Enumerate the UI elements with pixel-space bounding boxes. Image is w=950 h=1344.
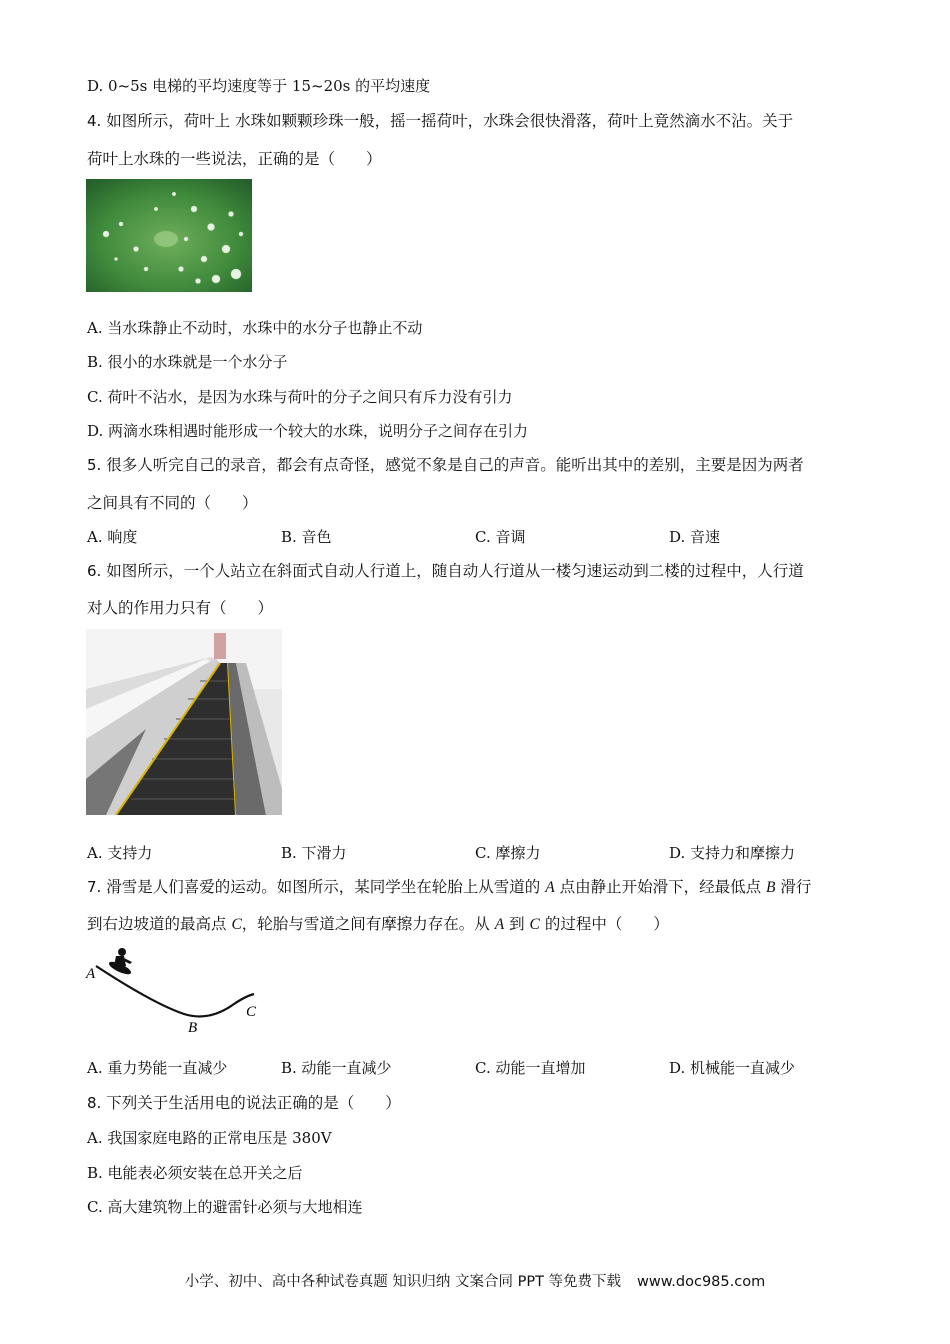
ski-slope-diagram — [84, 944, 264, 1039]
moving-walkway-image — [86, 629, 282, 815]
q5-stem-text1: 很多人听完自己的录音，都会有点奇怪，感觉不象是自己的声音。能听出其中的差别，主要是因为两者 — [106, 456, 804, 474]
q4-option-a: A. 当水珠静止不动时，水珠中的水分子也静止不动 — [87, 319, 423, 337]
q7-stem-text2c: 到 — [504, 915, 530, 933]
q8-option-c: C. 高大建筑物上的避雷针必须与大地相连 — [87, 1198, 363, 1216]
lotus-leaf-water-drops-image — [86, 179, 252, 292]
q7-point-c-2: C — [529, 916, 540, 933]
q7-point-c: C — [231, 916, 242, 933]
q7-options — [87, 1058, 867, 1078]
skier-on-tire-icon — [107, 948, 132, 977]
q8-option-a: A. 我国家庭电路的正常电压是 380V — [87, 1129, 332, 1147]
q7-option-b: B. 动能一直减少 — [281, 1059, 392, 1077]
q7-option-a: A. 重力势能一直减少 — [87, 1059, 228, 1077]
q4-stem-line2: 荷叶上水珠的一些说法，正确的是（ ） — [87, 150, 382, 168]
q5-option-b: B. 音色 — [281, 528, 332, 546]
q8-option-b: B. 电能表必须安装在总开关之后 — [87, 1164, 303, 1182]
q4-stem-line1 — [87, 111, 793, 131]
q6-option-c: C. 摩擦力 — [475, 844, 541, 862]
q8-number: 8. — [87, 1094, 102, 1112]
q7-number: 7. — [87, 878, 102, 896]
q4-option-b: B. 很小的水珠就是一个水分子 — [87, 353, 288, 371]
q8-stem-line1 — [87, 1093, 401, 1113]
footer-url-link[interactable]: www.doc985.com — [637, 1274, 766, 1290]
q7-point-a: A — [545, 879, 555, 896]
q7-stem-text1a: 滑雪是人们喜爱的运动。如图所示，某同学坐在轮胎上从雪道的 — [106, 878, 546, 896]
q6-stem-text1: 如图所示，一个人站立在斜面式自动人行道上，随自动人行道从一楼匀速运动到二楼的过程中，人行道 — [106, 562, 804, 580]
q6-option-d: D. 支持力和摩擦力 — [669, 844, 796, 862]
q5-number: 5. — [87, 456, 102, 474]
q5-options — [87, 527, 867, 547]
q4-number: 4. — [87, 112, 102, 130]
q7-stem-text1b: 点由静止开始滑下，经最低点 — [554, 878, 767, 896]
page-footer — [0, 1270, 950, 1291]
q7-stem-text2d: 的过程中（ ） — [539, 915, 669, 933]
q5-stem-line1 — [87, 455, 804, 475]
q5-stem-line2: 之间具有不同的（ ） — [87, 494, 258, 512]
q4-option-c: C. 荷叶不沾水，是因为水珠与荷叶的分子之间只有斥力没有引力 — [87, 388, 513, 406]
q6-option-b: B. 下滑力 — [281, 844, 347, 862]
q6-stem-line2: 对人的作用力只有（ ） — [87, 599, 274, 617]
footer-text: 小学、初中、高中各种试卷真题 知识归纳 文案合同 PPT 等免费下载 — [184, 1274, 622, 1290]
q7-stem-line2 — [87, 914, 669, 935]
q7-option-d: D. 机械能一直减少 — [669, 1059, 796, 1077]
q7-stem-text1c: 滑行 — [775, 878, 812, 896]
diagram-label-b: B — [188, 1020, 198, 1036]
q4-option-d: D. 两滴水珠相遇时能形成一个较大的水珠，说明分子之间存在引力 — [87, 422, 529, 440]
q6-number: 6. — [87, 562, 102, 580]
q3-option-d: D. 0~5s 电梯的平均速度等于 15~20s 的平均速度 — [87, 77, 431, 95]
diagram-label-c: C — [246, 1004, 257, 1020]
q6-option-a: A. 支持力 — [87, 844, 153, 862]
q7-option-c: C. 动能一直增加 — [475, 1059, 586, 1077]
q5-option-d: D. 音速 — [669, 528, 721, 546]
q7-stem-line1 — [87, 877, 811, 898]
q7-stem-text2a: 到右边坡道的最高点 — [87, 915, 232, 933]
q4-stem-text1: 如图所示，荷叶上 水珠如颗颗珍珠一般，摇一摇荷叶，水珠会很快滑落，荷叶上竟然滴水不沾。关于 — [106, 112, 794, 130]
q8-stem-text1: 下列关于生活用电的说法正确的是（ ） — [106, 1094, 401, 1112]
q5-option-c: C. 音调 — [475, 528, 526, 546]
q7-point-b: B — [766, 879, 776, 896]
q7-stem-text2b: ，轮胎与雪道之间有摩擦力存在。从 — [241, 915, 495, 933]
q7-point-a-2: A — [494, 916, 505, 933]
q6-stem-line1 — [87, 561, 804, 581]
q5-option-a: A. 响度 — [87, 528, 138, 546]
diagram-label-a: A — [86, 966, 96, 982]
q6-options — [87, 843, 867, 863]
